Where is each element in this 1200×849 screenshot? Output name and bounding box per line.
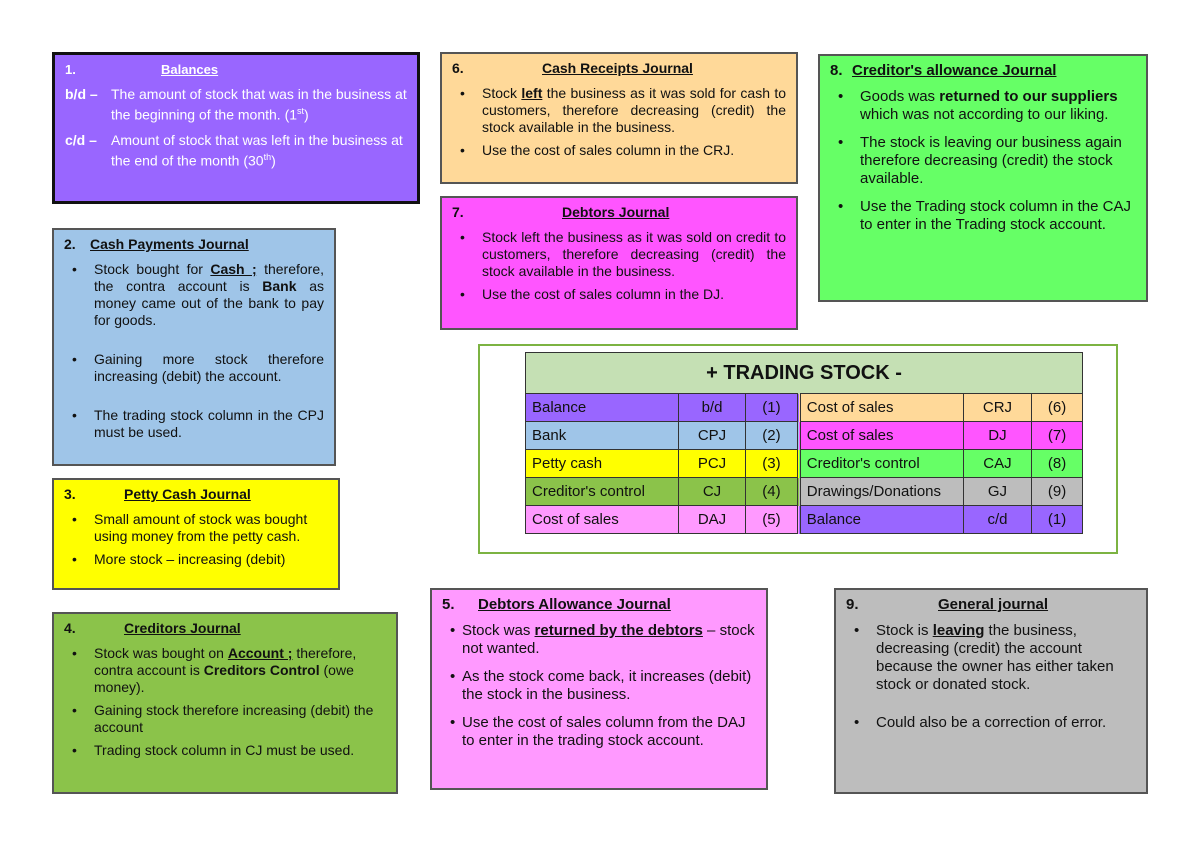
list-item: • Gaining stock therefore increasing (debit) the account (64, 702, 386, 736)
box-number: 1. (65, 62, 76, 77)
cd-text-main: Amount of stock that was left in the business at the end of the month (30 (111, 131, 403, 169)
bd-text-main: The amount of stock that was in the business at the beginning of the month. (1 (111, 86, 407, 123)
bd-end: ) (304, 106, 309, 123)
text: the business, decreasing (credit) the account because the owner has either taken stock or donated stock. (876, 622, 1114, 693)
ledger-body (526, 394, 1083, 534)
box-number: 8. (830, 62, 843, 79)
debit-item: Balance (526, 394, 679, 422)
text: Stock was bought on (94, 645, 228, 661)
cpj-title-row (64, 236, 324, 253)
creditors-journal-box (52, 612, 398, 794)
list-item: • Use the Trading stock column in the CAJ to enter in the Trading stock account. (830, 198, 1136, 234)
box-title: Creditors Journal (124, 620, 241, 636)
credit-item: Creditor's control (799, 450, 964, 478)
box-number: 6. (452, 60, 464, 76)
ledger-row (526, 422, 1083, 450)
pcj-bullets (64, 511, 328, 568)
credit-ref: c/d (963, 506, 1031, 534)
list-item: • More stock – increasing (debit) (64, 551, 328, 568)
list-item: • Trading stock column in CJ must be used. (64, 742, 386, 759)
bd-text (111, 86, 407, 124)
credit-no: (9) (1032, 478, 1083, 506)
credit-no: (8) (1032, 450, 1083, 478)
daj-title-row (442, 596, 756, 614)
dj-title-row (452, 204, 786, 221)
cd-sup: th (263, 151, 272, 162)
list-item (64, 261, 324, 329)
box-number: 2. (64, 236, 76, 252)
credit-item: Cost of sales (799, 394, 964, 422)
debit-ref: CPJ (679, 422, 746, 450)
text: therefore, contra account is (94, 645, 357, 678)
list-item: • The stock is leaving our business again therefore decreasing (credit) the stock available. (830, 134, 1136, 188)
credit-ref: CRJ (963, 394, 1031, 422)
gj-bullets (846, 622, 1136, 732)
credit-item: Balance (799, 506, 964, 534)
box-number: 3. (64, 486, 76, 502)
cash-payments-journal-box (52, 228, 336, 466)
box-title: Debtors Allowance Journal (478, 596, 671, 613)
box-title: Cash Receipts Journal (542, 60, 693, 76)
ledger-row (526, 478, 1083, 506)
text: Stock bought for (94, 261, 211, 277)
ledger-row (526, 394, 1083, 422)
bd-label: b/d – (65, 86, 98, 102)
list-item: • Use the cost of sales column in the DJ. (452, 286, 786, 303)
ledger-row (526, 506, 1083, 534)
text: Goods was (860, 88, 940, 105)
text: therefore, the contra account is (94, 261, 324, 294)
box-title: General journal (938, 596, 1049, 613)
box-number: 7. (452, 204, 464, 220)
list-item (846, 622, 1136, 694)
box-number: 5. (442, 596, 455, 613)
list-item (442, 622, 756, 658)
box-title: Debtors Journal (562, 204, 670, 220)
text: Stock is (876, 622, 933, 639)
emphasis: Cash ; (210, 261, 257, 277)
ledger-header-row (526, 353, 1083, 394)
debit-no: (2) (746, 422, 799, 450)
emphasis: returned to our suppliers (939, 88, 1118, 105)
emphasis: Bank (262, 278, 297, 294)
text: (owe money). (94, 662, 354, 695)
text: – stock not wanted. (462, 622, 755, 657)
text: Stock (482, 85, 522, 101)
emphasis: returned by the debtors (534, 622, 703, 639)
cd-text (111, 132, 407, 170)
cd-end: ) (271, 152, 276, 169)
trading-stock-ledger (525, 352, 1083, 534)
debit-item: Bank (526, 422, 679, 450)
text: as money came out of the bank to pay for goods. (94, 278, 324, 328)
crj-title-row (452, 60, 786, 77)
list-item: • Use the cost of sales column from the DAJ to enter in the trading stock account. (442, 714, 756, 750)
emphasis: left (521, 85, 543, 101)
daj-bullets (442, 622, 756, 750)
box-title: Petty Cash Journal (124, 486, 251, 502)
text: which was not according to our liking. (860, 106, 1109, 123)
list-item (64, 645, 386, 696)
list-item (830, 88, 1136, 124)
crj-bullets (452, 85, 786, 159)
credit-no: (6) (1032, 394, 1083, 422)
box-number: 4. (64, 620, 76, 636)
debit-no: (1) (746, 394, 799, 422)
box-title: Creditor's allowance Journal (852, 62, 1057, 79)
debit-ref: DAJ (679, 506, 746, 534)
debit-item: Cost of sales (526, 506, 679, 534)
bd-sup: st (297, 106, 305, 116)
emphasis: leaving (932, 622, 985, 639)
list-item: • Stock left the business as it was sold on credit to customers, therefore decreasing (credit) the stock available in the business. (452, 229, 786, 280)
cpj-bullets (64, 261, 324, 441)
cd-label: c/d – (65, 131, 97, 148)
debit-no: (5) (746, 506, 799, 534)
cd-definition (65, 132, 407, 170)
debit-ref: CJ (679, 478, 746, 506)
box-title: Balances (161, 62, 219, 77)
cj-title-row (64, 620, 386, 637)
text: the business as it was sold for cash to customers, therefore decreasing (credit) the stock available in the business. (482, 85, 786, 135)
credit-no: (7) (1032, 422, 1083, 450)
debit-item: Creditor's control (526, 478, 679, 506)
creditors-allowance-journal-box (818, 54, 1148, 302)
list-item: • Use the cost of sales column in the CRJ. (452, 142, 786, 159)
gj-title-row (846, 596, 1136, 614)
debit-no: (4) (746, 478, 799, 506)
debtors-allowance-journal-box (430, 588, 768, 790)
emphasis: Creditors Control (203, 662, 320, 678)
ledger-row (526, 450, 1083, 478)
credit-ref: CAJ (963, 450, 1031, 478)
ledger-title: + TRADING STOCK - (526, 353, 1083, 394)
dj-bullets (452, 229, 786, 303)
cash-receipts-journal-box (440, 52, 798, 184)
general-journal-box (834, 588, 1148, 794)
bd-definition (65, 86, 407, 124)
debtors-journal-box (440, 196, 798, 330)
debit-ref: PCJ (679, 450, 746, 478)
pcj-title-row (64, 486, 328, 503)
balances-box (52, 52, 420, 204)
debit-no: (3) (746, 450, 799, 478)
petty-cash-journal-box (52, 478, 340, 590)
cj-bullets (64, 645, 386, 759)
credit-item: Drawings/Donations (799, 478, 964, 506)
credit-item: Cost of sales (799, 422, 964, 450)
box-number: 9. (846, 596, 859, 613)
caj-bullets (830, 88, 1136, 234)
text: Stock was (462, 622, 535, 639)
credit-no: (1) (1032, 506, 1083, 534)
list-item: • The trading stock column in the CPJ must be used. (64, 407, 324, 441)
debit-item: Petty cash (526, 450, 679, 478)
credit-ref: DJ (963, 422, 1031, 450)
trading-stock-ledger-frame (478, 344, 1118, 554)
balances-title-row (65, 61, 407, 78)
box-title: Cash Payments Journal (90, 236, 249, 252)
debit-ref: b/d (679, 394, 746, 422)
caj-title-row (830, 62, 1136, 80)
list-item: • As the stock come back, it increases (debit) the stock in the business. (442, 668, 756, 704)
emphasis: Account ; (227, 645, 293, 661)
list-item (452, 85, 786, 136)
list-item: • Could also be a correction of error. (846, 714, 1136, 732)
list-item: • Gaining more stock therefore increasing (debit) the account. (64, 351, 324, 385)
credit-ref: GJ (963, 478, 1031, 506)
list-item: • Small amount of stock was bought using money from the petty cash. (64, 511, 328, 545)
